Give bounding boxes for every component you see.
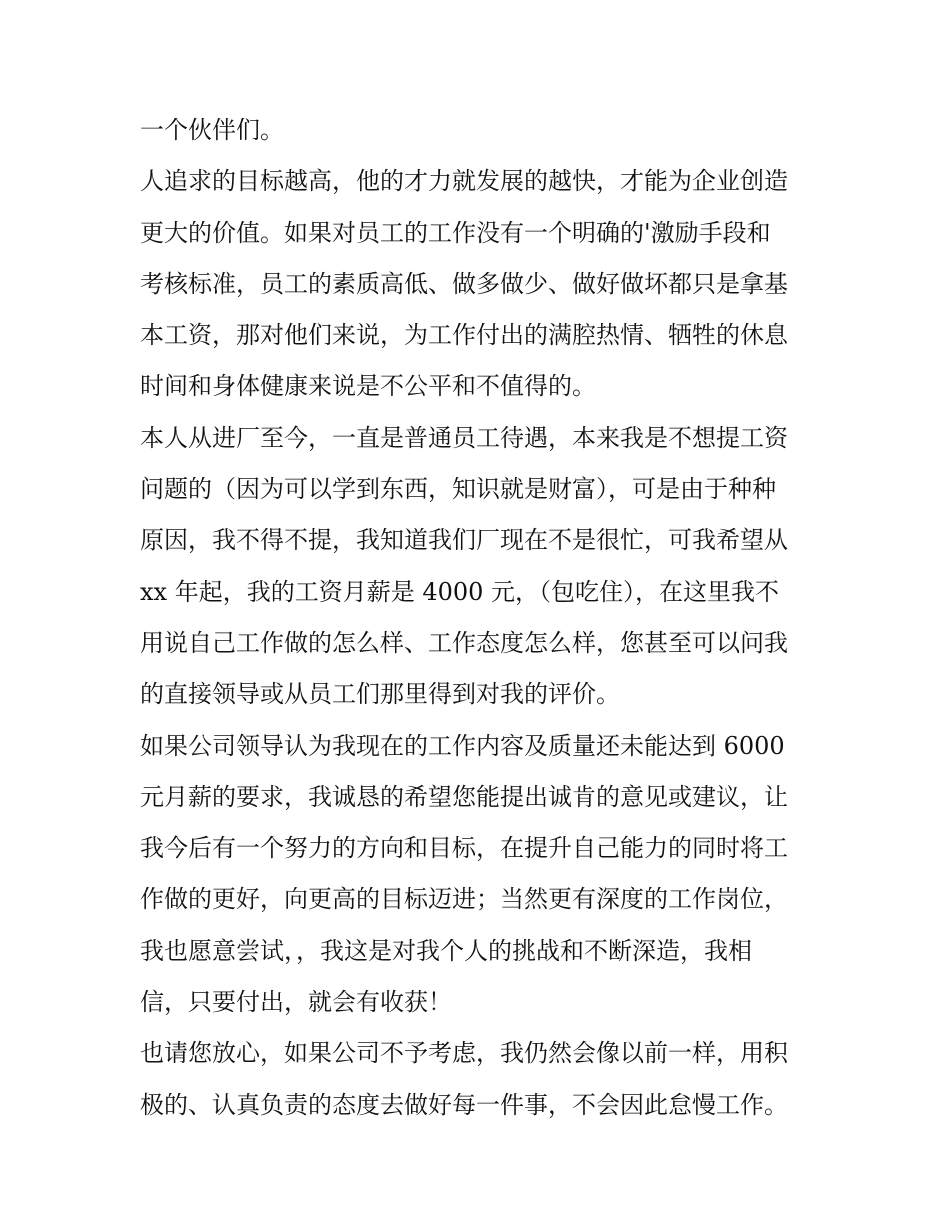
text-line: 考核标准，员工的素质高低、做多做少、做好做坏都只是拿基 <box>140 269 788 298</box>
text-line: 本工资，那对他们来说，为工作付出的满腔热情、牺牲的休息 <box>140 321 788 350</box>
text-line: 也请您放心，如果公司不予考虑，我仍然会像以前一样，用积 <box>140 1039 788 1068</box>
text-line: 我也愿意尝试，，我这是对我个人的挑战和不断深造，我相 <box>140 936 752 965</box>
text-line: 人追求的目标越高，他的才力就发展的越快，才能为企业创造 <box>140 167 788 196</box>
text-line: 如果公司领导认为我现在的工作内容及质量还未能达到 6000 <box>140 731 785 760</box>
text-line: 更大的价值。如果对员工的工作没有一个明确的'激励手段和 <box>140 218 771 247</box>
document-body <box>140 105 820 1131</box>
text-line: 时间和身体健康来说是不公平和不值得的。 <box>140 372 596 401</box>
text-line: 原因，我不得不提，我知道我们厂现在不是很忙，可我希望从 <box>140 526 788 555</box>
text-line: 元月薪的要求，我诚恳的希望您能提出诚肯的意见或建议，让 <box>140 782 788 811</box>
text-line: 用说自己工作做的怎么样、工作态度怎么样，您甚至可以问我 <box>140 628 788 657</box>
text-line: 本人从进厂至今，一直是普通员工待遇，本来我是不想提工资 <box>140 423 788 452</box>
text-line: 作做的更好，向更高的目标迈进；当然更有深度的工作岗位， <box>140 885 788 914</box>
text-line: xx 年起，我的工资月薪是 4000 元，（包吃住），在这里我不 <box>140 577 780 606</box>
text-line: 一个伙伴们。 <box>140 116 284 144</box>
text-line: 问题的（因为可以学到东西，知识就是财富），可是由于种种 <box>140 475 776 504</box>
text-line: 信，只要付出，就会有收获！ <box>140 988 452 1017</box>
text-line: 极的、认真负责的态度去做好每一件事，不会因此怠慢工作。 <box>140 1090 788 1119</box>
text-line: 的直接领导或从员工们那里得到对我的评价。 <box>140 680 620 709</box>
text-line: 我今后有一个努力的方向和目标，在提升自己能力的同时将工 <box>140 834 788 863</box>
